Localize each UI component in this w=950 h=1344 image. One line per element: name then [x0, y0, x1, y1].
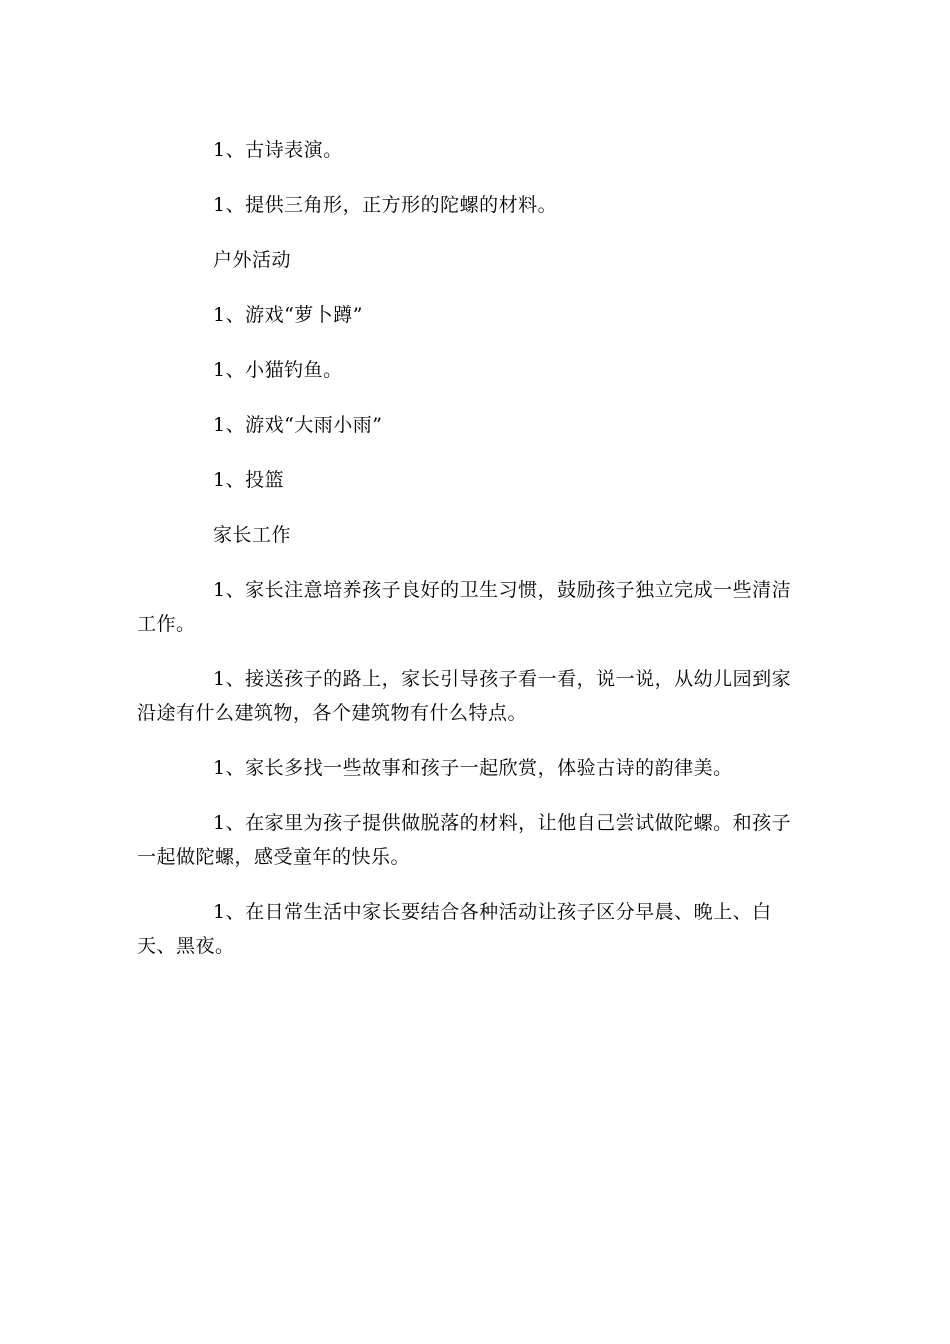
section-heading-parent-work: 家长工作: [213, 524, 292, 546]
paragraph-poetry-performance: 1、古诗表演。: [213, 139, 343, 161]
paragraph-stories-and-poetry: 1、家长多找一些故事和孩子一起欣赏，体验古诗的韵律美。: [213, 757, 733, 779]
paragraph-game-radish-squat: 1、游戏“萝卜蹲”: [213, 304, 364, 326]
paragraph-game-big-rain-small-rain: 1、游戏“大雨小雨”: [213, 414, 383, 436]
paragraph-make-spinning-top: 1、在家里为孩子提供做脱落的材料，让他自己尝试做陀螺。和孩子一起做陀螺，感受童年的快乐。: [137, 812, 792, 868]
paragraph-kitten-fishing: 1、小猫钓鱼。: [213, 359, 343, 381]
paragraph-spinning-top-materials: 1、提供三角形，正方形的陀螺的材料。: [213, 194, 558, 216]
paragraph-basketball-shooting: 1、投篮: [213, 469, 285, 491]
section-heading-outdoor-activities: 户外活动: [213, 249, 292, 271]
paragraph-buildings-on-the-way: 1、接送孩子的路上，家长引导孩子看一看，说一说，从幼儿园到家沿途有什么建筑物，各个建筑物有什么特点。: [137, 668, 792, 724]
paragraph-times-of-day: 1、在日常生活中家长要结合各种活动让孩子区分早晨、晚上、白天、黑夜。: [137, 901, 772, 957]
document-page: [137, 133, 803, 984]
paragraph-hygiene-habits: 1、家长注意培养孩子良好的卫生习惯，鼓励孩子独立完成一些清洁工作。: [137, 579, 792, 635]
